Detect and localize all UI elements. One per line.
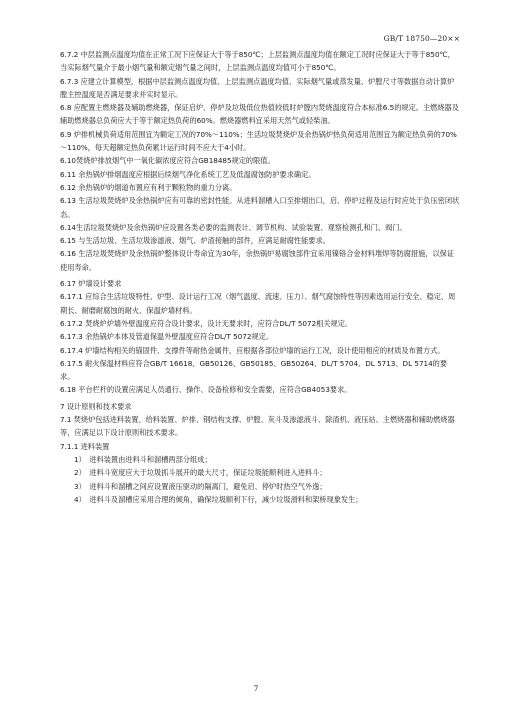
paragraph-6-13: 6.13 生活垃圾焚烧炉及余热锅炉应有可靠的密封性能。从进料溜槽入口至排烟出口，启、停炉过程及运行时应处于负压密闭状态。 <box>60 196 460 219</box>
paragraph-6-16: 6.16 生活垃圾焚烧炉及余热锅炉整体设计寿命宜为30年，余热锅炉易腐蚀部件宜采用镍铬合金材料堆焊等防腐措施，以保证使用寿命。 <box>60 249 455 272</box>
list-item: 3） 进料斗和溜槽之间应设置液压驱动的隔离门，避免启、停炉时热空气外逸； <box>74 481 327 491</box>
paragraph-6-17-5: 6.17.5 耐火保温材料应符合GB/T 16618、GB50126、GB50185、GB50264、DL/T 5704、DL 5713、DL 5714的要求。 <box>60 358 448 382</box>
paragraph-6-11: 6.11 余热锅炉排烟温度应根据后续烟气净化系统工艺及低温腐蚀防护要求确定。 <box>60 169 316 179</box>
paragraph-6-15: 6.15 与生活垃圾、生活垃圾渗滤液、烟气、炉渣接触的部件，应满足耐腐性能要求。 <box>60 236 330 246</box>
document-body <box>60 48 460 506</box>
section-heading-7: 7 设计原则和技术要求 <box>60 401 132 411</box>
paragraph-7-1: 7.1 焚烧炉包括进料装置、给料装置、炉排、钢结构支撑、炉膛、灰斗及渗滤液斗、除渣机、液压站、主燃烧器和辅助燃烧器等，应满足以下设计原则和技术要求。 <box>60 415 455 438</box>
paragraph-6-8: 6.8 应配置主燃烧器及辅助燃烧器，保证启炉、停炉及垃圾低位热值较低时炉膛内焚烧温度符合本标准6.5的规定。主燃烧器及辅助燃烧器总负荷应大于等于额定热负荷的60%。燃烧器燃料宜采用天然气或轻柴油。 <box>60 103 459 126</box>
list-item: 2） 进料斗宽度应大于垃圾抓斗展开的最大尺寸，保证垃圾能顺利进入进料斗； <box>74 468 327 478</box>
paragraph-6-17-2: 6.17.2 焚烧炉炉墙外壁温度应符合设计要求，设计无要求时，应符合DL/T 5072相关规定。 <box>60 318 353 328</box>
paragraph-6-7-3: 6.7.3 应建立计算模型，根据中层监测点温度均值、上层监测点温度均值、实际烟气量或蒸发量、炉膛尺寸等数据自动计算炉膛主控温度是否满足要求并实时显示。 <box>60 76 455 99</box>
paragraph-6-12: 6.12 余热锅炉的烟道布置应有利于颗粒物的重力分离。 <box>60 182 237 192</box>
list-item: 4） 进料斗及溜槽应采用合理的倾角，确保垃圾顺利下行，减少垃圾滑料和架桥现象发生； <box>74 494 363 504</box>
section-heading-6-17: 6.17 炉墙设计要求 <box>60 279 122 289</box>
paragraph-6-17-3: 6.17.3 余热锅炉本体及管道保温外壁温度应符合DL/T 5072规定。 <box>60 332 274 342</box>
paragraph-6-7-2: 6.7.2 中层监测点温度均值在正常工况下应保证大于等于850℃；上层监测点温度均值在额定工况时应保证大于等于850℃，当实际烟气量介于最小烟气量和额定烟气量之间时，上层监测点温度均值可小于850℃。 <box>60 50 455 73</box>
paragraph-6-10: 6.10焚烧炉排放烟气中一氧化碳浓度应符合GB18485规定的限值。 <box>60 156 275 166</box>
standard-code-header: GB/T 18750—20×× <box>383 34 460 43</box>
paragraph-6-17-4: 6.17.4 炉墙结构相关的锚固件、支撑件等耐热金属件，应根据各部位炉墙的运行工况，设计使用相应的材质及布置方式。 <box>60 345 445 355</box>
list-item: 1） 进料装置由进料斗和溜槽两部分组成； <box>74 454 212 464</box>
page-number: 7 <box>253 684 259 693</box>
paragraph-6-14: 6.14生活垃圾焚烧炉及余热锅炉应设置各类必要的监测表计、调节机构、试验装置、观察检测孔和门、阀门。 <box>60 222 407 232</box>
paragraph-6-17-1: 6.17.1 应综合生活垃圾特性、炉型、设计运行工况（烟气温度、流速、压力）、烟气腐蚀特性等因素选用运行安全、稳定、周期长、耐磨耐腐蚀的耐火、保温炉墙材料。 <box>60 292 456 315</box>
subheading-7-1-1: 7.1.1 进料装置 <box>60 441 110 451</box>
paragraph-6-18: 6.18 平台栏杆的设置应满足人员通行、操作、设备检修和安全需要，应符合GB4053要求。 <box>60 385 352 395</box>
paragraph-6-9: 6.9 炉排机械负荷适用范围宜为额定工况的70%～110%；生活垃圾焚烧炉及余热锅炉热负荷适用范围宜为额定热负荷的70%～110%，每天超额定热负荷累计运行时间不应大于4小时。 <box>60 129 457 153</box>
